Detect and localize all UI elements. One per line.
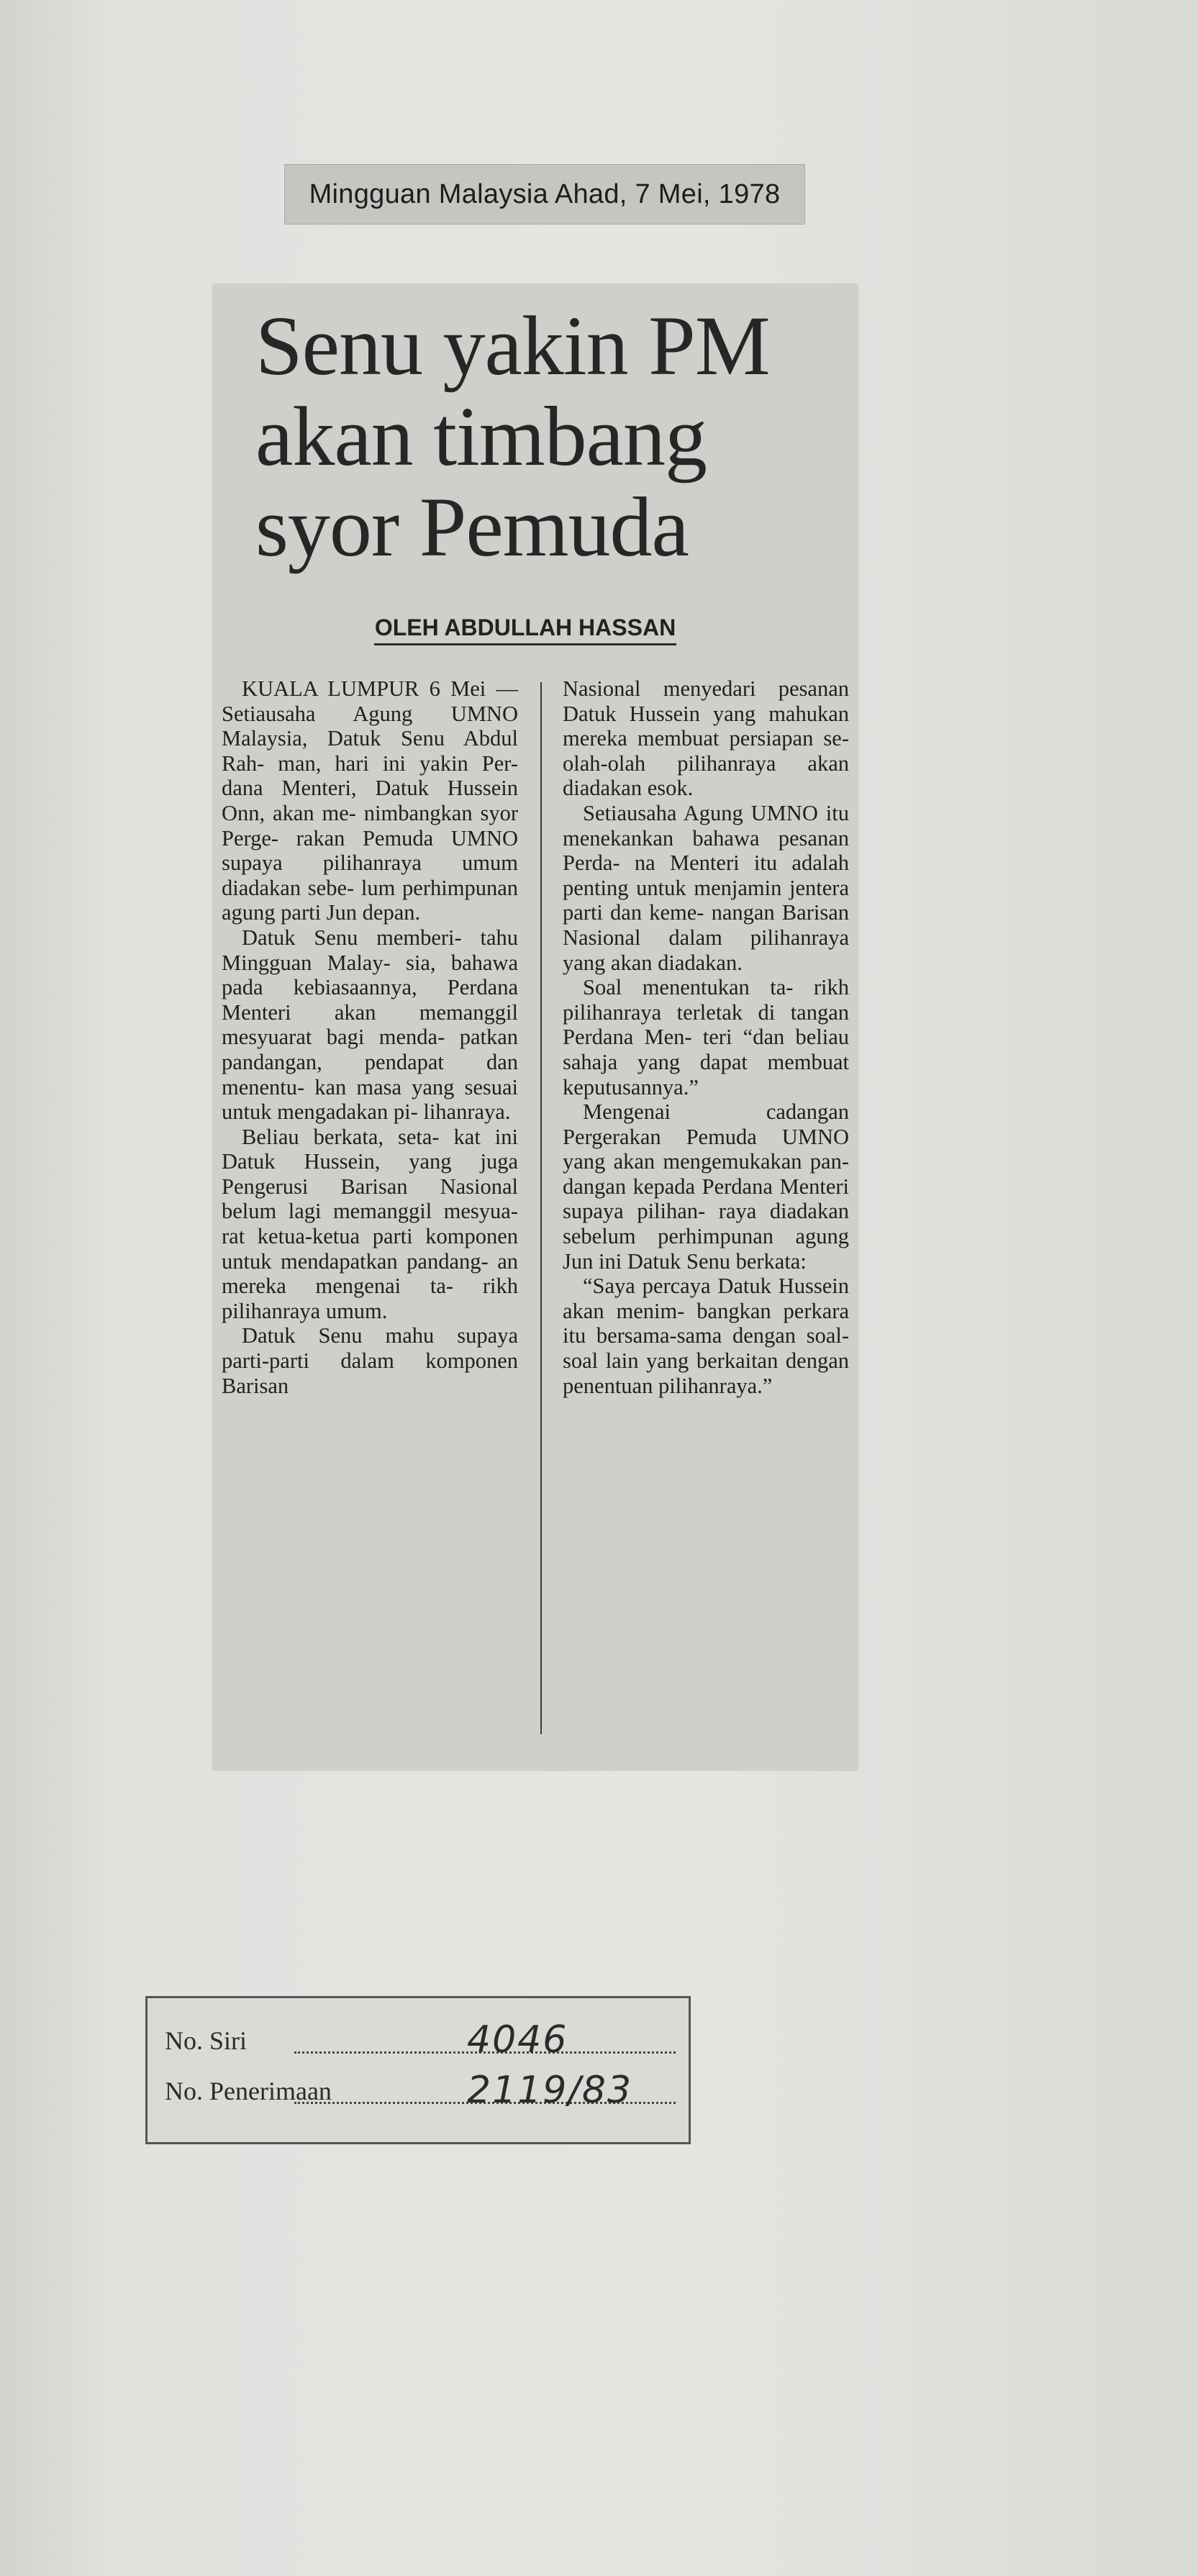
article-column-left bbox=[222, 676, 518, 1398]
headline-line: Senu yakin PM bbox=[255, 299, 770, 393]
siri-label: No. Siri bbox=[165, 2026, 248, 2055]
penerimaan-value: 2119/83 bbox=[467, 2069, 633, 2112]
paragraph: Nasional menyedari pesanan Datuk Hussein yang mahukan mereka membuat persiapan se- olah-olah pilihanraya akan diadakan esok. bbox=[563, 676, 849, 801]
penerimaan-label: No. Penerimaan bbox=[165, 2077, 332, 2105]
column-divider bbox=[540, 682, 542, 1734]
headline-line: syor Pemuda bbox=[255, 480, 689, 574]
paragraph: Soal menentukan ta- rikh pilihanraya terletak di tangan Perdana Men- teri “dan beliau sahaja yang dapat membuat keputusannya.” bbox=[563, 975, 849, 1099]
paragraph: Mengenai cadangan Pergerakan Pemuda UMNO yang akan mengemukakan pan- dangan kepada Perdana Menteri supaya pilihan- raya diadakan sebelum perhimpunan agung Jun ini Datuk Senu berkata: bbox=[563, 1099, 849, 1274]
paragraph: KUALA LUMPUR 6 Mei — Setiausaha Agung UMNO Malaysia, Datuk Senu Abdul Rah- man, hari ini yakin Per- dana Menteri, Datuk Hussein Onn, akan me- nimbangkan syor Perge- rakan Pemuda UMNO supaya pilihanraya umum diadakan sebe- lum perhimpunan agung parti Jun depan. bbox=[222, 676, 518, 925]
article-column-right bbox=[563, 676, 849, 1398]
registration-stamp bbox=[145, 1996, 691, 2144]
paragraph: Datuk Senu mahu supaya parti-parti dalam komponen Barisan bbox=[222, 1323, 518, 1398]
headline bbox=[255, 301, 845, 573]
paragraph: Setiausaha Agung UMNO itu menekankan bahawa pesanan Perda- na Menteri itu adalah penting untuk menjamin jentera parti dan keme- nangan Barisan Nasional dalam pilihanraya yang akan diadakan. bbox=[563, 800, 849, 975]
paragraph: Beliau berkata, seta- kat ini Datuk Hussein, yang juga Pengerusi Barisan Nasional belum lagi memanggil mesyua- rat ketua-ketua parti komponen untuk mendapatkan pandang- an mereka mengenai ta- rikh pilihanraya umum. bbox=[222, 1124, 518, 1323]
headline-line: akan timbang bbox=[255, 389, 707, 484]
source-label: Mingguan Malaysia Ahad, 7 Mei, 1978 bbox=[284, 164, 805, 225]
paragraph: “Saya percaya Datuk Hussein akan menim- bangkan perkara itu bersama-sama dengan soal-soal lain yang berkaitan dengan penentuan pilihanraya.” bbox=[563, 1274, 849, 1398]
byline: OLEH ABDULLAH HASSAN bbox=[374, 612, 676, 645]
paragraph: Datuk Senu memberi- tahu Mingguan Malay- sia, bahawa pada kebiasaannya, Perdana Menteri akan memanggil mesyuarat bagi menda- patkan pandangan, pendapat dan menentu- kan masa yang sesuai untuk mengadakan pi- lihanraya. bbox=[222, 925, 518, 1125]
siri-value: 4046 bbox=[467, 2018, 568, 2062]
